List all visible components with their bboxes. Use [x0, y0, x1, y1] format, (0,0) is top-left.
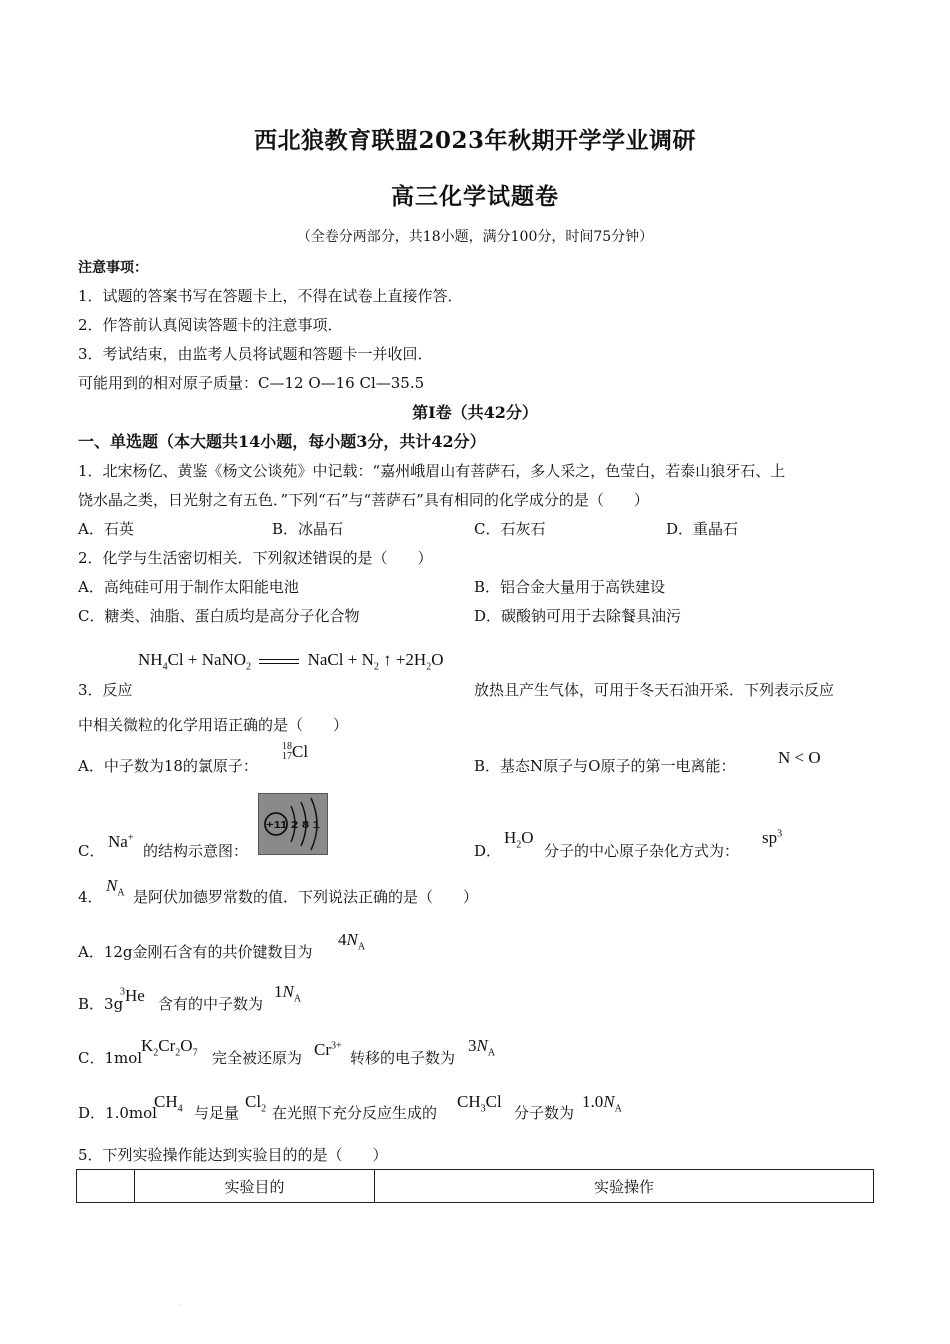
note-item: 2．作答前认真阅读答题卡的注意事项．	[78, 316, 343, 334]
q2-stem: 2．化学与生活密切相关．下列叙述错误的是（ ）	[78, 549, 433, 567]
q3-stem-line2: 中相关微粒的化学用语正确的是（ ）	[78, 716, 349, 734]
q4-option-d-formula2: $Cl_2$	[245, 1092, 267, 1115]
q4-option-c-text2: 转移的电子数为	[350, 1049, 456, 1067]
atom-diagram-label: +11 2 8 1	[266, 820, 321, 831]
q4-option-d-value: $1.0N_A$	[582, 1092, 622, 1115]
table-header-cell: 实验目的	[135, 1170, 375, 1203]
q4-option-d-formula3: $CH_3Cl$	[457, 1092, 502, 1115]
table-header-row	[77, 1170, 874, 1203]
q3-option-b: B．基态N原子与O原子的第一电离能：	[474, 757, 736, 775]
q3-option-c-prefix: C．	[78, 842, 105, 860]
q3-stem-prefix: 3．反应	[78, 681, 133, 699]
q4-option-b-value: $1N_A$	[274, 982, 302, 1005]
q4-option-b-text: 含有的中子数为	[158, 995, 264, 1013]
q3-option-c-suffix: 的结构示意图：	[143, 842, 249, 860]
avogadro-symbol: $N_A$	[106, 876, 125, 899]
table-header-cell	[77, 1170, 135, 1203]
q4-option-d-text2: 在光照下充分反应生成的	[272, 1104, 438, 1122]
q4-option-d-formula1: $CH_4$	[154, 1092, 183, 1115]
exam-subject-title: 高三化学试题卷	[391, 183, 559, 210]
q4-option-c-ion: $Cr^{3+}$	[314, 1040, 342, 1059]
note-item: 1．试题的答案书写在答题卡上，不得在试卷上直接作答．	[78, 287, 463, 305]
q4-stem: 是阿伏加德罗常数的值．下列说法正确的是（ ）	[133, 888, 479, 906]
exam-info: （全卷分两部分，共18小题，满分100分，时间75分钟）	[296, 229, 654, 245]
q4-option-a: A．12g金刚石含有的共价键数目为	[78, 943, 313, 961]
scan-artifact: ·	[178, 1302, 180, 1309]
q3-option-b-formula: N < O	[778, 748, 821, 767]
q3-option-a-formula: 18 17Cl	[282, 741, 309, 762]
q4-option-b-prefix: B．3g	[78, 995, 124, 1013]
atomic-masses: 可能用到的相对原子质量：C—12 O—16 Cl—35.5	[78, 374, 425, 392]
q4-option-b-formula: $^3$He	[120, 986, 145, 1005]
sodium-ion-structure-diagram	[258, 793, 328, 855]
q4-number: 4．	[78, 888, 103, 906]
exam-title: 西北狼教育联盟2023年秋期开学学业调研	[253, 127, 696, 154]
q4-option-c-formula: $K_2Cr_2O_7$	[141, 1036, 198, 1059]
q3-reaction-equation: $NH_4Cl$ + NaNO$_2$ NaCl + $N_2$ ↑ $+2H_2O$	[138, 650, 444, 673]
q3-option-d-formula: $H_2O$	[504, 828, 534, 851]
q2-option-a: A．高纯硅可用于制作太阳能电池	[78, 578, 299, 596]
part1-heading: 第Ⅰ卷（共42分）	[412, 403, 538, 422]
section-heading: 一、单选题（本大题共14小题，每小题3分，共计42分）	[78, 432, 486, 451]
q1-option-a: A．石英	[78, 520, 134, 538]
q3-option-d-prefix: D．	[474, 842, 502, 860]
table-header-cell: 实验操作	[375, 1170, 874, 1203]
q1-stem-line1: 1．北宋杨亿、黄鉴《杨文公谈苑》中记载：“嘉州峨眉山有菩萨石，多人采之，色莹白，若泰山狼牙石、上	[78, 462, 786, 480]
q2-option-b: B．铝合金大量用于高铁建设	[474, 578, 666, 596]
q4-option-c-text1: 完全被还原为	[212, 1049, 303, 1067]
q5-table	[76, 1169, 874, 1203]
q3-option-a: A．中子数为18的氯原子：	[78, 757, 258, 775]
q5-stem: 5．下列实验操作能达到实验目的的是（ ）	[78, 1146, 388, 1164]
q3-option-c-formula: Na+	[108, 832, 134, 851]
q4-option-a-value: $4N_A$	[338, 930, 366, 953]
q4-option-c-prefix: C．1mol	[78, 1049, 143, 1067]
q4-option-d-text3: 分子数为	[514, 1104, 575, 1122]
q1-option-c: C．石灰石	[474, 520, 546, 538]
q4-option-c-value: $3N_A$	[468, 1036, 496, 1059]
q3-option-d-answer: $sp^3$	[762, 828, 783, 847]
notes-heading: 注意事项：	[78, 260, 148, 276]
q3-option-d-suffix: 分子的中心原子杂化方式为：	[544, 842, 740, 860]
q4-option-d-text1: 与足量	[194, 1104, 240, 1122]
note-item: 3．考试结束，由监考人员将试题和答题卡一并收回．	[78, 345, 433, 363]
q1-option-d: D．重晶石	[666, 520, 739, 538]
q4-option-d-prefix: D．1.0mol	[78, 1104, 157, 1122]
q1-option-b: B．冰晶石	[272, 520, 344, 538]
q2-option-c: C．糖类、油脂、蛋白质均是高分子化合物	[78, 607, 360, 625]
q1-stem-line2: 饶水晶之类，日光射之有五色．”下列“石”与“菩萨石”具有相同的化学成分的是（ ）	[78, 491, 649, 509]
q3-stem-suffix: 放热且产生气体，可用于冬天石油开采．下列表示反应	[474, 681, 835, 699]
q2-option-d: D．碳酸钠可用于去除餐具油污	[474, 607, 682, 625]
